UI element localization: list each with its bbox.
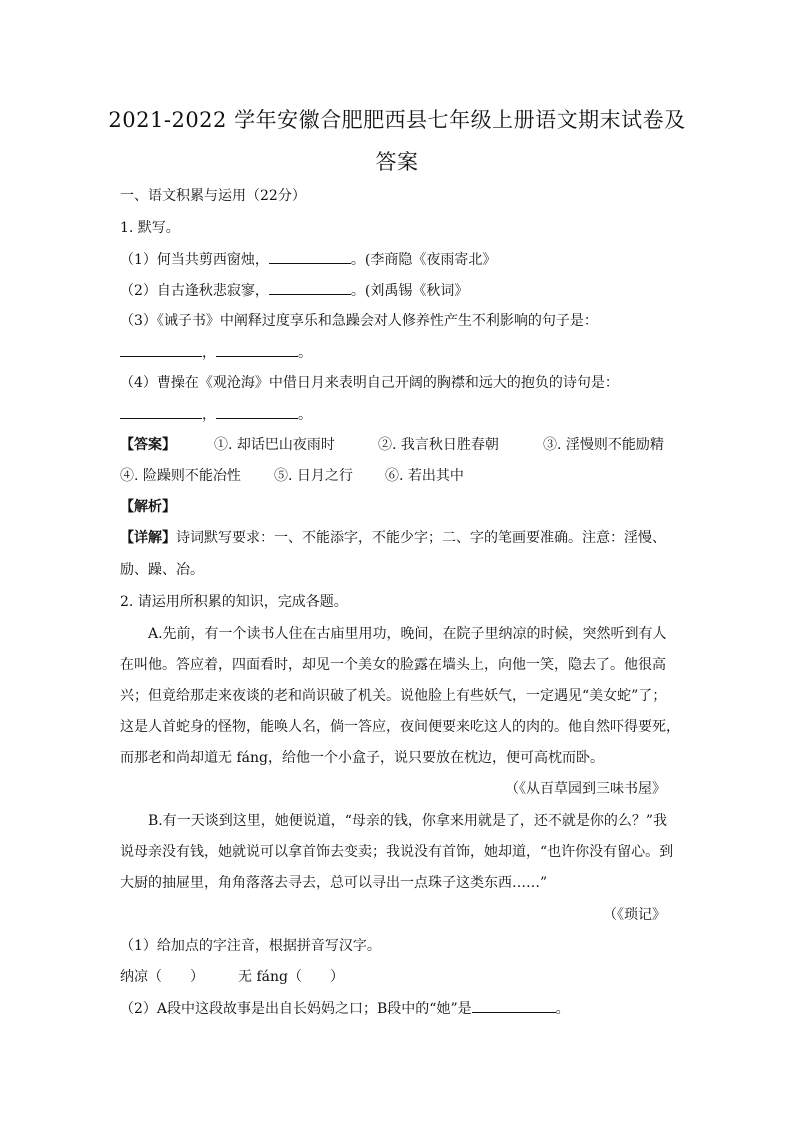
pinyin-item-1[interactable]: 纳凉（ ） — [120, 969, 204, 985]
question-1-item-2 — [120, 280, 468, 301]
sub-2-suffix: 。 — [555, 1001, 570, 1017]
document-title-line1: 2021-2022 学年安徽合肥肥西县七年级上册语文期末试卷及 — [108, 108, 686, 132]
answer-1: ①. 却话巴山夜雨时 — [214, 437, 335, 453]
passage-a-line-2: 在叫他。答应着，四面看时，却见一个美女的脸露在墙头上，向他一笑，隐去了。他很高 — [120, 657, 666, 673]
answer-4: ④. 险躁则不能冶性 — [120, 468, 241, 484]
fill-blank-1[interactable] — [269, 249, 351, 264]
question-2-sub-2 — [120, 998, 570, 1019]
document-title-line2: 答案 — [375, 150, 419, 174]
pinyin-item-2[interactable]: 无 fáng（ ） — [238, 969, 344, 985]
period: 。 — [298, 407, 312, 423]
question-1-item-3-blanks — [120, 342, 312, 363]
fill-blank-6[interactable] — [216, 404, 298, 419]
period: 。 — [298, 345, 312, 361]
answer-6: ⑥. 若出其中 — [385, 468, 464, 484]
question-2-stem: 2. 请运用所积累的知识，完成各题。 — [120, 594, 348, 610]
sub-2-prefix: （2）A段中这段故事是出自长妈妈之口；B段中的“她”是 — [120, 1001, 472, 1017]
passage-b-line-1: B.有一天谈到这里，她便说道，“母亲的钱，你拿来用就是了，还不就是你的么？”我 — [148, 813, 668, 829]
item-1-suffix: 。(李商隐《夜雨寄北》 — [350, 252, 497, 268]
comma: ， — [202, 407, 216, 423]
fill-blank-7[interactable] — [472, 998, 556, 1013]
passage-b-line-2: 说母亲没有钱，她就说可以拿首饰去变卖；我说没有首饰，她却道，“也许你没有留心。到 — [120, 844, 674, 860]
fill-blank-3[interactable] — [120, 342, 202, 357]
question-1-item-3: （3）《诫子书》中阐释过度享乐和急躁会对人修养性产生不利影响的句子是： — [120, 313, 598, 329]
item-2-prefix: （2）自古逢秋悲寂寥， — [120, 283, 269, 299]
comma: ， — [202, 345, 216, 361]
analysis-detail-line-1 — [120, 528, 666, 548]
fill-blank-2[interactable] — [269, 280, 351, 295]
answer-3: ③. 淫慢则不能励精 — [543, 437, 664, 453]
passage-a-line-5: 而那老和尚却道无 fáng，给他一个小盒子，说只要放在枕边，便可高枕而卧。 — [120, 750, 604, 766]
fill-blank-4[interactable] — [216, 342, 298, 357]
detail-text: 诗词默写要求：一、不能添字，不能少字；二、字的笔画要准确。注意：淫慢、 — [176, 530, 666, 546]
passage-b-line-3: 大厨的抽屉里，角角落落去寻去，总可以寻出一点珠子这类东西……” — [120, 875, 548, 891]
passage-a-source: （《从百草园到三味书屋》 — [505, 781, 666, 797]
question-1-item-1 — [120, 249, 496, 270]
analysis-detail-line-2: 励、躁、冶。 — [120, 562, 204, 578]
passage-b-source: （《琐记》 — [603, 907, 666, 923]
question-1-item-4-blanks — [120, 404, 312, 425]
answer-5: ⑤. 日月之行 — [274, 468, 353, 484]
fill-blank-5[interactable] — [120, 404, 202, 419]
passage-a-line-3: 兴；但竟给那走来夜谈的老和尚识破了机关。说他脸上有些妖气，一定遇见“美女蛇”了； — [120, 688, 667, 704]
detail-label: 【详解】 — [120, 530, 176, 546]
passage-a-line-1: A.先前，有一个读书人住在古庙里用功，晚间，在院子里纳凉的时候，突然听到有人 — [148, 626, 667, 642]
passage-a-line-4: 这是人首蛇身的怪物，能唤人名，倘一答应，夜间便要来吃这人的肉的。他自然吓得要死， — [120, 719, 680, 735]
question-1-stem: 1. 默写。 — [120, 220, 180, 236]
analysis-label: 【解析】 — [120, 499, 176, 515]
answer-label: 【答案】 — [120, 437, 176, 453]
section-heading: 一、语文积累与运用（22分） — [120, 188, 306, 204]
question-1-item-4: （4）曹操在《观沧海》中借日月来表明自己开阔的胸襟和远大的抱负的诗句是： — [120, 375, 619, 391]
answer-2: ②. 我言秋日胜春朝 — [378, 437, 499, 453]
item-1-prefix: （1）何当共剪西窗烛， — [120, 252, 269, 268]
item-2-suffix: 。(刘禹锡《秋词》 — [350, 283, 469, 299]
question-2-sub-1: （1）给加点的字注音，根据拼音写汉字。 — [120, 938, 381, 954]
